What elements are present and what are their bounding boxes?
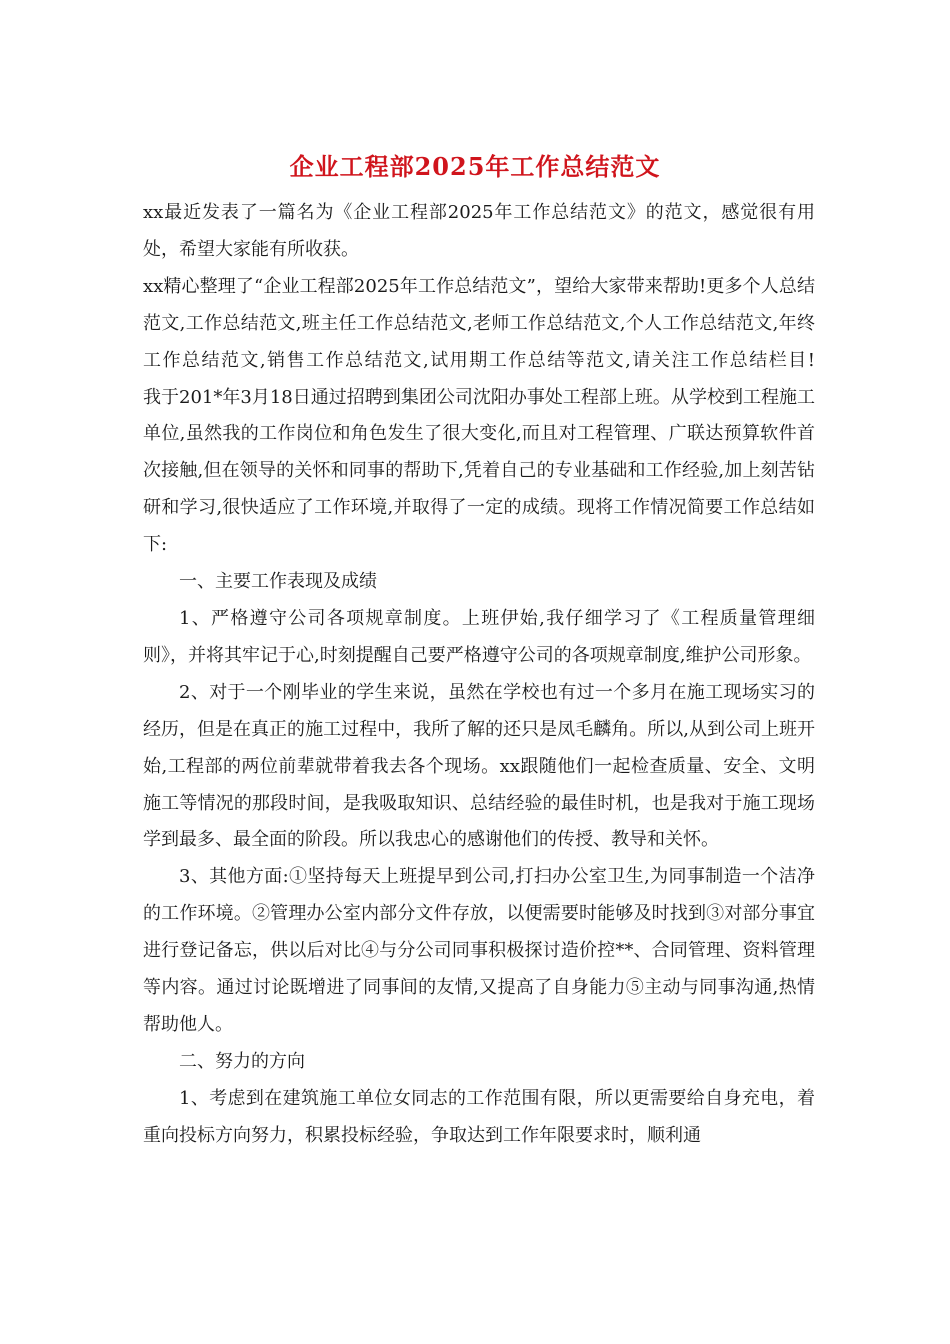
paragraph-item-1: 1、严格遵守公司各项规章制度。上班伊始,我仔细学习了《工程质量管理细则》，并将其牢记于心,时刻提醒自己要严格遵守公司的各项规章制度,维护公司形象。: [143, 607, 815, 666]
paragraph-item-2: 2、对于一个刚毕业的学生来说，虽然在学校也有过一个多月在施工现场实习的经历，但是在真正的施工过程中，我所了解的还只是凤毛麟角。所以,从到公司上班开始,工程部的两位前辈就带着我去各个现场。xx跟随他们一起检查质量、安全、文明施工等情况的那段时间，是我吸取知识、总结经验的最佳时机，也是我对于施工现场学到最多、最全面的阶段。所以我忠心的感谢他们的传授、教导和关怀。: [143, 681, 815, 851]
paragraph-preface: xx精心整理了“企业工程部2025年工作总结范文”，望给大家带来帮助!更多个人总结范文,工作总结范文,班主任工作总结范文,老师工作总结范文,个人工作总结范文,年终工作总结范文,销售工作总结范文,试用期工作总结等范文,请关注工作总结栏目! 我于201*年3月18日通过招聘到集团公司沈阳办事处工程部上班。从学校到工程施工单位,虽然我的工作岗位和角色发生了很大变化,而且对工程管理、广联达预算软件首次接触,但在领导的关怀和同事的帮助下,凭着自己的专业基础和工作经验,加上刻苦钻研和学习,很快适应了工作环境,并取得了一定的成绩。现将工作情况简要工作总结如下:: [143, 275, 851, 556]
document-title: 企业工程部2025年工作总结范文: [289, 152, 661, 181]
section-heading-2: 二、努力的方向: [179, 1050, 305, 1072]
paragraph-item-3: 3、其他方面:①坚持每天上班提早到公司,打扫办公室卫生,为同事制造一个洁净的工作环境。②管理办公室内部分文件存放，以便需要时能够及时找到③对部分事宜进行登记备忘，供以后对比④与分公司同事积极探讨造价控**、合同管理、资料管理等内容。通过讨论既增进了同事间的友情,又提高了自身能力⑤主动与同事沟通,热情帮助他人。: [143, 866, 815, 1035]
section-heading-1: 一、主要工作表现及成绩: [179, 571, 377, 593]
paragraph-intro: xx最近发表了一篇名为《企业工程部2025年工作总结范文》的范文，感觉很有用处，希望大家能有所收获。: [143, 202, 815, 260]
document-body: [143, 195, 851, 1155]
paragraph-direction-1: 1、考虑到在建筑施工单位女同志的工作范围有限，所以更需要给自身充电，着重向投标方向努力，积累投标经验，争取达到工作年限要求时，顺利通: [143, 1087, 815, 1146]
